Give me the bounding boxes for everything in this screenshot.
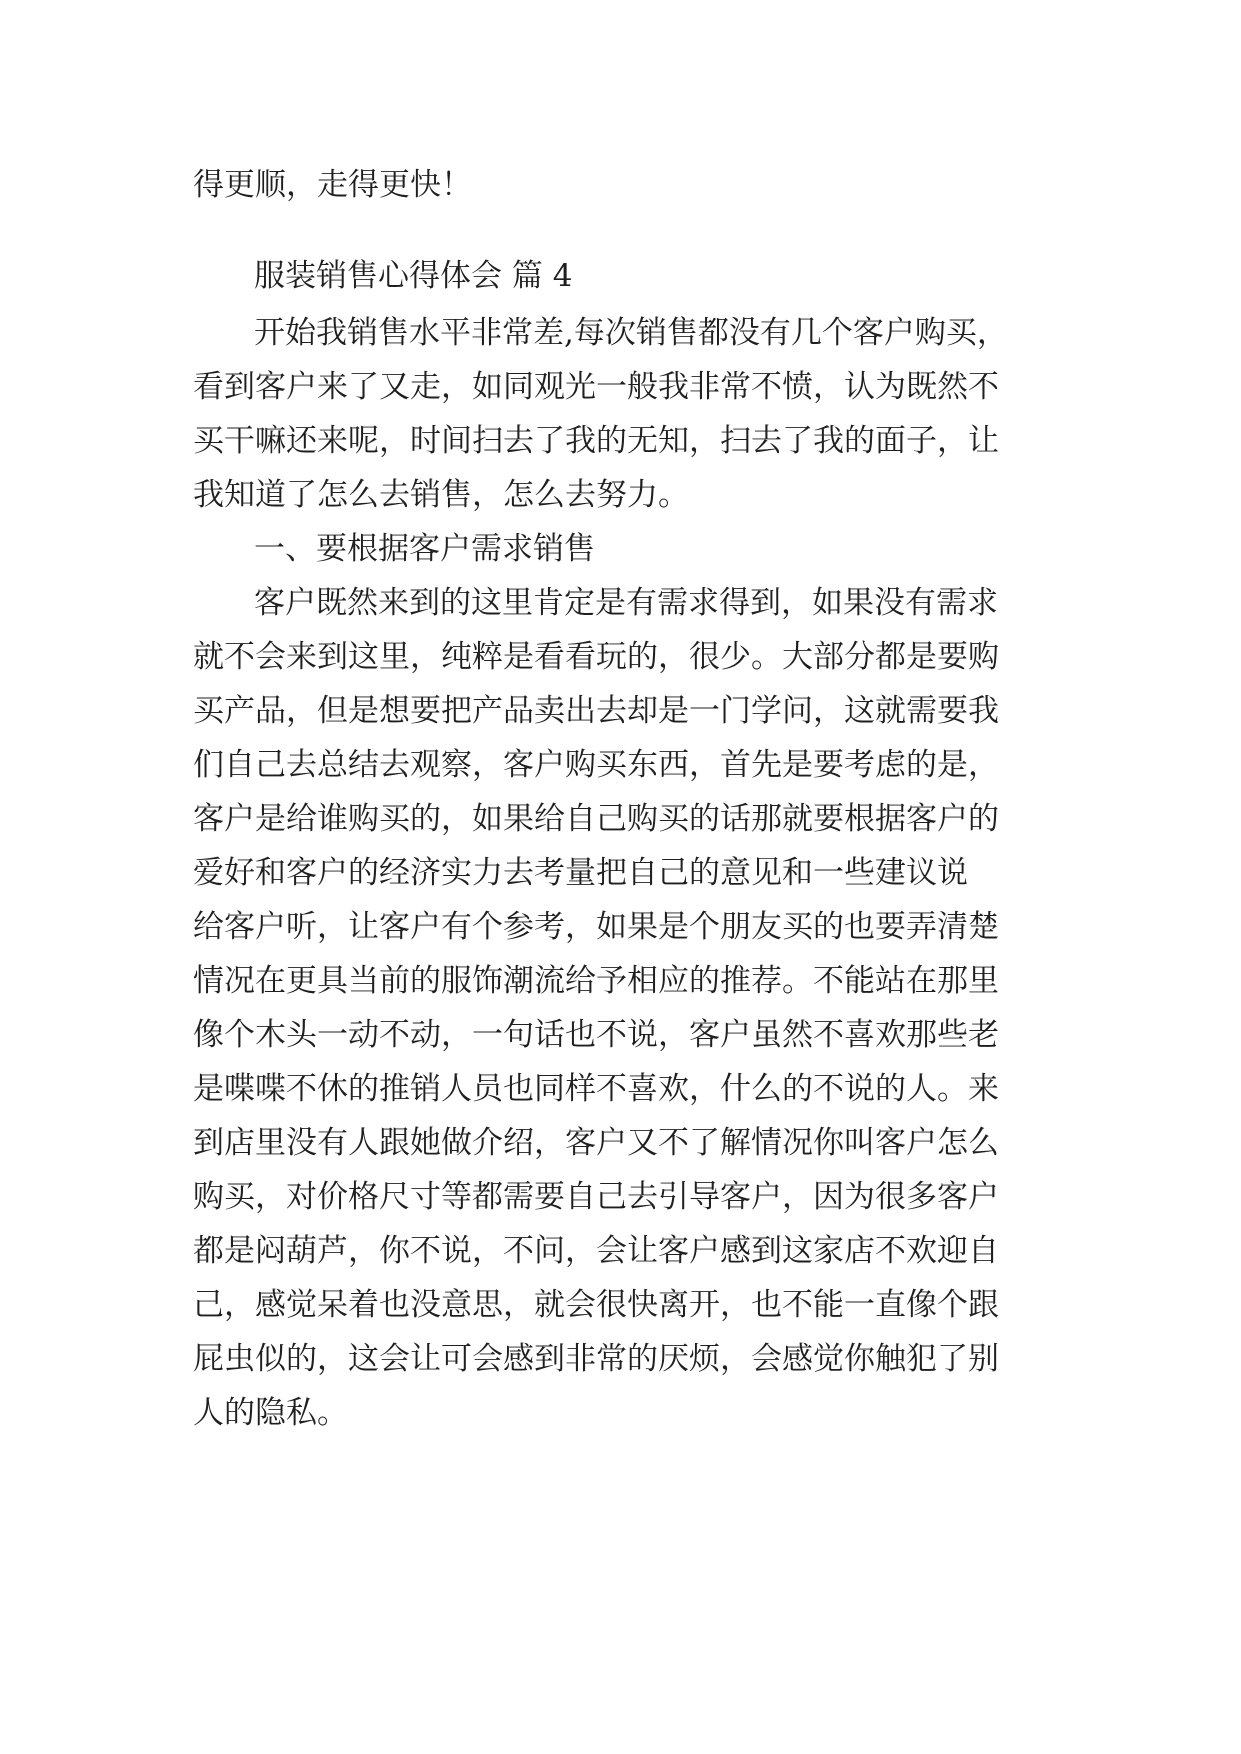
paragraph-2-line: 就不会来到这里，纯粹是看看玩的，很少。大部分都是要购 xyxy=(193,639,999,675)
paragraph-2-line: 给客户听，让客户有个参考，如果是个朋友买的也要弄清楚 xyxy=(193,909,999,945)
paragraph-2-line: 人的隐私。 xyxy=(193,1395,348,1431)
paragraph-2-line: 客户是给谁购买的，如果给自己购买的话那就要根据客户的 xyxy=(193,801,999,837)
paragraph-2-line: 屁虫似的，这会让可会感到非常的厌烦，会感觉你触犯了别 xyxy=(193,1341,999,1377)
paragraph-2-line: 己，感觉呆着也没意思，就会很快离开，也不能一直像个跟 xyxy=(193,1287,999,1323)
paragraph-2-line: 到店里没有人跟她做介绍，客户又不了解情况你叫客户怎么 xyxy=(193,1125,999,1161)
paragraph-1-line: 看到客户来了又走，如同观光一般我非常不愤，认为既然不 xyxy=(193,369,999,405)
subheading: 一、要根据客户需求销售 xyxy=(254,531,595,567)
paragraph-2-line: 客户既然来到的这里肯定是有需求得到，如果没有需求 xyxy=(254,585,998,621)
paragraph-1-line: 买干嘛还来呢，时间扫去了我的无知，扫去了我的面子，让 xyxy=(193,423,999,459)
paragraph-2-line: 像个木头一动不动，一句话也不说，客户虽然不喜欢那些老 xyxy=(193,1017,999,1053)
paragraph-1-line: 我知道了怎么去销售，怎么去努力。 xyxy=(193,477,689,513)
continuation-line: 得更顺，走得更快！ xyxy=(193,167,472,203)
paragraph-2-line: 是喋喋不休的推销人员也同样不喜欢，什么的不说的人。来 xyxy=(193,1071,999,1107)
paragraph-2-line: 爱好和客户的经济实力去考量把自己的意见和一些建议说 xyxy=(193,855,968,891)
paragraph-2-line: 情况在更具当前的服饰潮流给予相应的推荐。不能站在那里 xyxy=(193,963,999,999)
paragraph-2-line: 购买，对价格尺寸等都需要自己去引导客户，因为很多客户 xyxy=(193,1179,999,1215)
paragraph-1-line: 开始我销售水平非常差,每次销售都没有几个客户购买， xyxy=(254,315,1008,351)
paragraph-2-line: 都是闷葫芦，你不说，不问，会让客户感到这家店不欢迎自 xyxy=(193,1233,999,1269)
section-heading: 服装销售心得体会 篇 4 xyxy=(254,258,573,294)
paragraph-2-line: 们自己去总结去观察，客户购买东西，首先是要考虑的是， xyxy=(193,747,999,783)
paragraph-2-line: 买产品，但是想要把产品卖出去却是一门学问，这就需要我 xyxy=(193,693,999,729)
